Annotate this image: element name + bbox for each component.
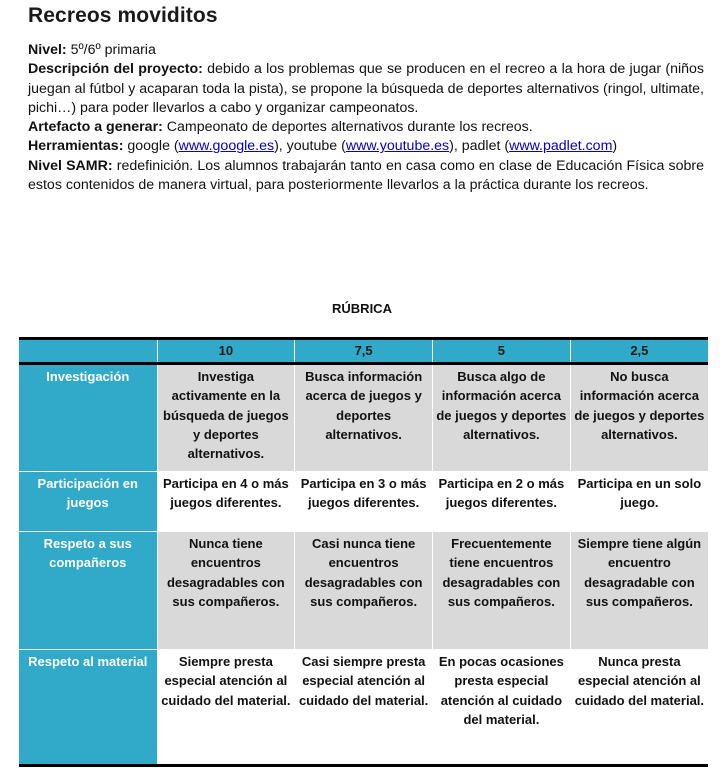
rubric-cell: Nunca tiene encuentros desagradables con sus compañeros. xyxy=(157,532,295,650)
padlet-link[interactable]: www.padlet.com xyxy=(509,138,613,155)
rubric-cell: Investiga activamente en la búsqueda de juegos y deportes alternativos. xyxy=(157,364,295,472)
herramientas-end-text: ) xyxy=(612,138,618,155)
rubric-cell: Busca información acerca de juegos y deportes alternativos. xyxy=(295,364,433,472)
descripcion-paragraph xyxy=(28,60,704,118)
rubric-cell: Participa en 2 o más juegos diferentes. xyxy=(433,472,571,532)
nivel-value: 5º/6º primaria xyxy=(66,42,156,58)
rubric-header-row xyxy=(19,339,708,364)
rubric-cell: Busca algo de información acerca de juegos y deportes alternativos. xyxy=(433,364,571,472)
rubric-header-score: 7,5 xyxy=(295,339,433,364)
rubric-header-empty xyxy=(19,339,157,364)
nivel-label: Nivel: xyxy=(28,42,67,58)
descripcion-value: debido a los problemas que se producen en el recreo a la hora de jugar (niños juegan al fútbol y acaparan toda la pista), se propone la búsqueda de deportes alternativos (ringol, ultimate, pichi…) para poder llevarlos a cabo y organizar campeonatos. xyxy=(28,61,705,116)
herramientas-line xyxy=(28,137,704,156)
herramientas-google-text: google ( xyxy=(123,138,179,155)
rubric-cell: Siempre tiene algún encuentro desagradable con sus compañeros. xyxy=(570,532,708,650)
page-title: Recreos moviditos xyxy=(28,4,218,27)
rubric-criterion: Investigación xyxy=(19,364,157,472)
rubric-row-participacion xyxy=(19,472,708,532)
rubric-cell: Frecuentemente tiene encuentros desagradables con sus compañeros. xyxy=(433,532,571,650)
rubric-header-score: 2,5 xyxy=(570,339,708,364)
google-link[interactable]: www.google.es xyxy=(178,138,275,155)
rubric-cell: Nunca presta especial atención al cuidado del material. xyxy=(570,650,708,766)
nivel-line xyxy=(28,41,704,60)
rubric-criterion: Participación en juegos xyxy=(19,472,157,532)
rubric-criterion: Respeto a sus compañeros xyxy=(19,532,157,650)
rubric-header-score: 10 xyxy=(157,339,295,364)
herramientas-youtube-text: ), youtube ( xyxy=(274,138,346,155)
herramientas-padlet-text: ), padlet ( xyxy=(449,138,510,155)
youtube-link[interactable]: www.youtube.es xyxy=(345,138,450,155)
descripcion-label: Descripción del proyecto: xyxy=(28,61,203,78)
artefacto-label: Artefacto a generar: xyxy=(28,119,163,136)
rubric-row-investigacion xyxy=(19,364,708,472)
rubric-criterion: Respeto al material xyxy=(19,650,157,766)
herramientas-label: Herramientas: xyxy=(28,138,124,155)
samr-value: redefinición. Los alumnos trabajarán tanto en casa como en clase de Educación Física sobre estos contenidos de manera virtual, para posteriormente llevarlos a la práctica durante los recreos. xyxy=(28,157,704,194)
rubric-cell: En pocas ocasiones presta especial atención al cuidado del material. xyxy=(433,650,571,766)
rubric-title: RÚBRICA xyxy=(332,301,392,316)
samr-label: Nivel SAMR: xyxy=(28,157,113,174)
rubric-cell: No busca información acerca de juegos y deportes alternativos. xyxy=(570,364,708,472)
rubric-cell: Participa en un solo juego. xyxy=(570,472,708,532)
artefacto-value: Campeonato de deportes alternativos durante los recreos. xyxy=(162,119,533,136)
rubric-row-respeto-material xyxy=(19,650,708,766)
rubric-header-score: 5 xyxy=(433,339,571,364)
artefacto-line xyxy=(28,118,704,137)
rubric-cell: Casi nunca tiene encuentros desagradables con sus compañeros. xyxy=(295,532,433,650)
samr-paragraph xyxy=(28,157,704,196)
rubric-cell: Participa en 3 o más juegos diferentes. xyxy=(295,472,433,532)
rubric-cell: Siempre presta especial atención al cuidado del material. xyxy=(157,650,295,766)
rubric-cell: Participa en 4 o más juegos diferentes. xyxy=(157,472,295,532)
rubric-table xyxy=(19,337,708,767)
project-description xyxy=(28,41,704,195)
rubric-row-respeto-companeros xyxy=(19,532,708,650)
rubric-cell: Casi siempre presta especial atención al cuidado del material. xyxy=(295,650,433,766)
